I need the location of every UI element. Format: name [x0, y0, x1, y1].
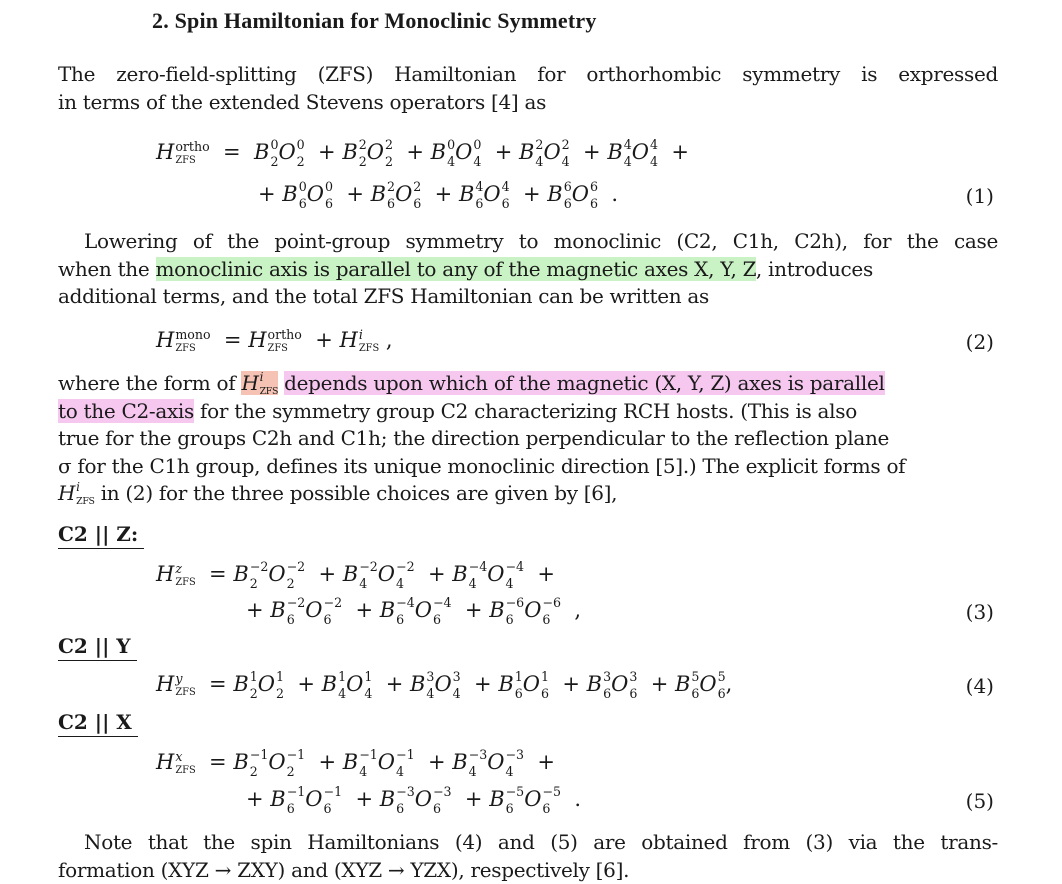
note-line-1: Note that the spin Hamiltonians (4) and (5) are obtained from (3) via the trans-: [58, 829, 998, 857]
where-line-3: true for the groups C2h and C1h; the direction perpendicular to the reflection plane: [58, 425, 998, 453]
where-line-2: to the C2-axis for the symmetry group C2 characterizing RCH hosts. (This is also: [58, 398, 998, 426]
lowering-line-1: Lowering of the point-group symmetry to monoclinic (C2, C1h, C2h), for the case: [58, 228, 998, 256]
note-paragraph: [58, 829, 998, 884]
lowering-line-2: when the monoclinic axis is parallel to any of the magnetic axes X, Y, Z, introduces: [58, 256, 998, 284]
equation-1-line-1: H ortho ZFS = B 0 2 O 0 2 + B 2 2 O 2 2 + B 0 4 O 0 4 + B 2 4 O 2 4 + B 4 4 O 4 4 +: [156, 140, 689, 167]
case-c2-parallel-y: C2 || Y: [58, 634, 131, 658]
where-line-5: H i ZFS in (2) for the three possible choices are given by [6],: [58, 480, 998, 508]
lowering-paragraph: [58, 228, 998, 311]
equation-3-number: (3): [966, 600, 994, 624]
highlight-depends-upon: depends upon which of the magnetic (X, Y, Z) axes is parallel: [284, 371, 884, 395]
note-line-2: formation (XYZ → ZXY) and (XYZ → YZX), respectively [6].: [58, 857, 998, 884]
equation-5-number: (5): [966, 789, 994, 813]
equation-4: H y ZFS = B 1 2 O 1 2 + B 1 4 O 1 4 + B 3 4 O 3 4 + B 1 6 O 1 6 + B 3 6 O 3 6 + B 5 6 O 5 6 ,: [156, 672, 732, 699]
intro-line-1: The zero-field-splitting (ZFS) Hamiltonian for orthorhombic symmetry is expressed: [58, 61, 998, 89]
case-c2-parallel-z: C2 || Z:: [58, 522, 138, 546]
section-number: 2.: [152, 8, 169, 33]
case-c2-parallel-x: C2 || X: [58, 710, 132, 734]
where-paragraph: [58, 370, 998, 508]
equation-2-number: (2): [966, 330, 994, 354]
lowering-line-3: additional terms, and the total ZFS Hamiltonian can be written as: [58, 283, 998, 311]
highlight-c2-axis: to the C2-axis: [58, 399, 194, 423]
equation-1-line-2: + B 0 6 O 0 6 + B 2 6 O 2 6 + B 4 6 O 4 6 + B 6 6 O 6 6 .: [258, 182, 618, 209]
equation-2: H mono ZFS = H ortho ZFS + H i ZFS ,: [156, 328, 393, 353]
equation-1-number: (1): [966, 184, 994, 208]
section-title: [152, 8, 597, 34]
equation-5-line-1: H x ZFS = B −1 2 O −1 2 + B −1 4 O −1 4 + B −3 4 O −3 4 +: [156, 750, 555, 777]
where-line-4: σ for the C1h group, defines its unique monoclinic direction [5].) The explicit forms of: [58, 453, 998, 481]
equation-3-line-1: H z ZFS = B −2 2 O −2 2 + B −2 4 O −2 4 + B −4 4 O −4 4 +: [156, 562, 555, 589]
section-title-text: Spin Hamiltonian for Monoclinic Symmetry: [175, 8, 597, 33]
where-line-1: where the form of H i ZFS depends upon which of the magnetic (X, Y, Z) axes is parallel: [58, 370, 998, 398]
equation-3-line-2: + B −2 6 O −2 6 + B −4 6 O −4 6 + B −6 6 O −6 6 ,: [246, 598, 581, 625]
intro-line-2: in terms of the extended Stevens operators [4] as: [58, 89, 998, 117]
intro-paragraph: [58, 61, 998, 116]
equation-4-number: (4): [966, 674, 994, 698]
highlight-h-zfs-i: H i ZFS: [241, 371, 278, 395]
highlight-monoclinic-axis: monoclinic axis is parallel to any of the magnetic axes X, Y, Z: [156, 257, 756, 281]
equation-5-line-2: + B −1 6 O −1 6 + B −3 6 O −3 6 + B −5 6 O −5 6 .: [246, 787, 581, 814]
